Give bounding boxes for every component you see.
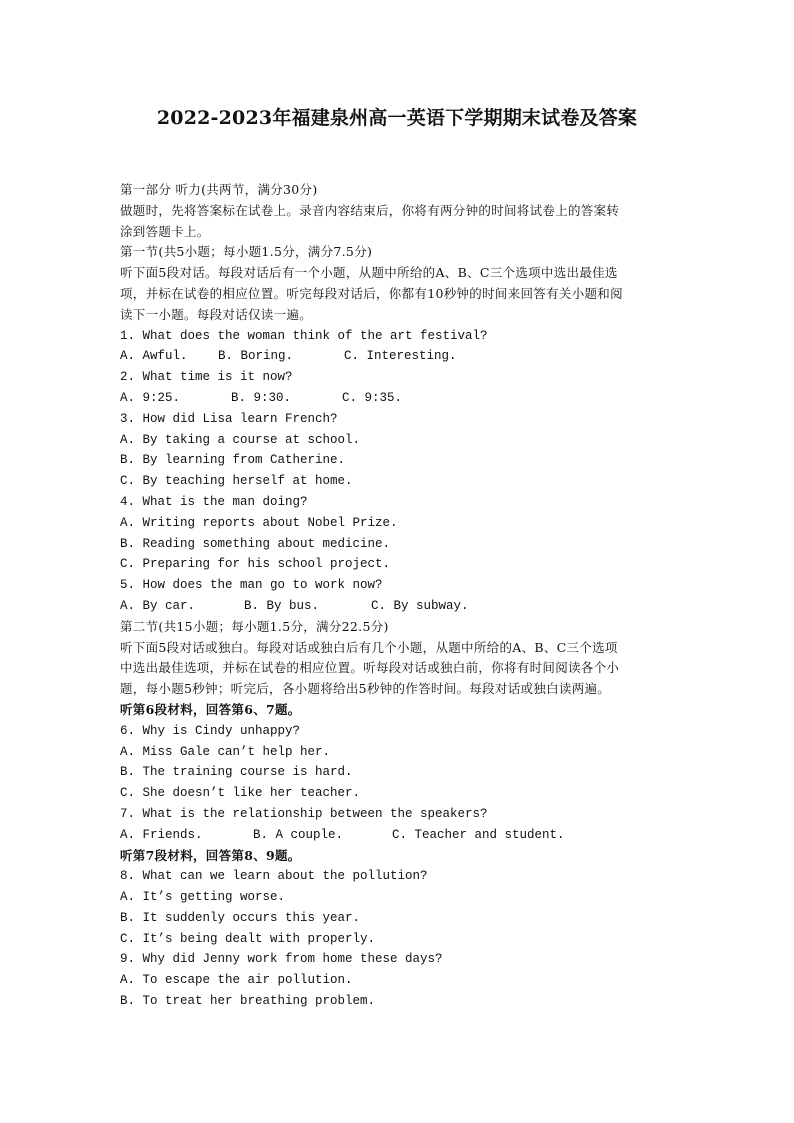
question-6-option-a: A. Miss Gale can’t help her. [120,744,331,759]
part2-instruction-line-3: 题，每小题5秒钟；听完后，各小题将给出5秒钟的作答时间。每段对话或独白读两遍。 [120,681,611,697]
question-5-stem: 5. How does the man go to work now? [120,578,383,593]
question-8-option-a: A. It’s getting worse. [120,890,286,905]
document-body [120,180,680,1012]
question-2-stem: 2. What time is it now? [120,370,293,385]
part1-instruction-line-2: 项，并标在试卷的相应位置。听完每段对话后，你都有10秒钟的时间来回答有关小题和阅 [120,285,623,301]
section1-intro-line-2: 涂到答题卡上。 [120,223,210,239]
option-a: A. 9:25. [120,390,181,405]
option-c: C. Teacher and student. [392,827,565,842]
section1-intro-line-1: 做题时，先将答案标在试卷上。录音内容结束后，你将有两分钟的时间将试卷上的答案转 [120,202,620,218]
question-4-stem: 4. What is the man doing? [120,494,308,509]
question-6-stem: 6. Why is Cindy unhappy? [120,723,301,738]
option-b: B. 9:30. [231,390,292,405]
material-7-heading: 听第7段材料，回答第8、9题。 [120,847,301,863]
question-4-option-c: C. Preparing for his school project. [120,557,391,572]
question-8-option-c: C. It’s being dealt with properly. [120,931,376,946]
part2-instruction-line-1: 听下面5段对话或独白。每段对话或独白后有几个小题，从题中所给的A、B、C三个选项 [120,639,618,655]
question-8-option-b: B. It suddenly occurs this year. [120,910,361,925]
question-1-stem: 1. What does the woman think of the art festival? [120,328,488,343]
question-6-option-c: C. She doesn’t like her teacher. [120,786,361,801]
part2-heading: 第二节(共15小题；每小题1.5分，满分22.5分) [120,618,389,634]
question-3-option-b: B. By learning from Catherine. [120,453,346,468]
document-title: 2022-2023年福建泉州高一英语下学期期末试卷及答案 [156,107,638,129]
option-a: A. By car. [120,598,196,613]
part1-heading: 第一节(共5小题；每小题1.5分，满分7.5分) [120,244,373,260]
question-2-options [120,388,680,409]
option-c: C. Interesting. [344,349,457,364]
option-b: B. A couple. [253,827,344,842]
section1-heading: 第一部分 听力(共两节，满分30分) [120,182,318,197]
question-4-option-a: A. Writing reports about Nobel Prize. [120,515,398,530]
question-4-option-b: B. Reading something about medicine. [120,536,391,551]
option-b: B. By bus. [244,598,320,613]
question-8-stem: 8. What can we learn about the pollution? [120,869,428,884]
question-9-stem: 9. Why did Jenny work from home these days? [120,952,443,967]
question-3-option-c: C. By teaching herself at home. [120,474,353,489]
option-a: A. Friends. [120,827,203,842]
part1-instruction-line-1: 听下面5段对话。每段对话后有一个小题，从题中所给的A、B、C三个选项中选出最佳选 [120,265,618,281]
question-3-option-a: A. By taking a course at school. [120,432,361,447]
question-9-option-b: B. To treat her breathing problem. [120,994,376,1009]
question-6-option-b: B. The training course is hard. [120,765,353,780]
option-b: B. Boring. [218,349,294,364]
material-6-heading: 听第6段材料，回答第6、7题。 [120,701,301,717]
question-7-stem: 7. What is the relationship between the speakers? [120,806,488,821]
question-5-options [120,596,680,617]
question-1-options [120,346,680,367]
question-7-options [120,825,680,846]
part2-instruction-line-2: 中选出最佳选项，并标在试卷的相应位置。听每段对话或独白前，你将有时间阅读各个小 [120,660,620,676]
question-9-option-a: A. To escape the air pollution. [120,973,353,988]
part1-instruction-line-3: 读下一小题。每段对话仅读一遍。 [120,306,313,322]
option-c: C. By subway. [371,598,469,613]
question-3-stem: 3. How did Lisa learn French? [120,411,338,426]
option-a: A. Awful. [120,349,188,364]
option-c: C. 9:35. [342,390,403,405]
